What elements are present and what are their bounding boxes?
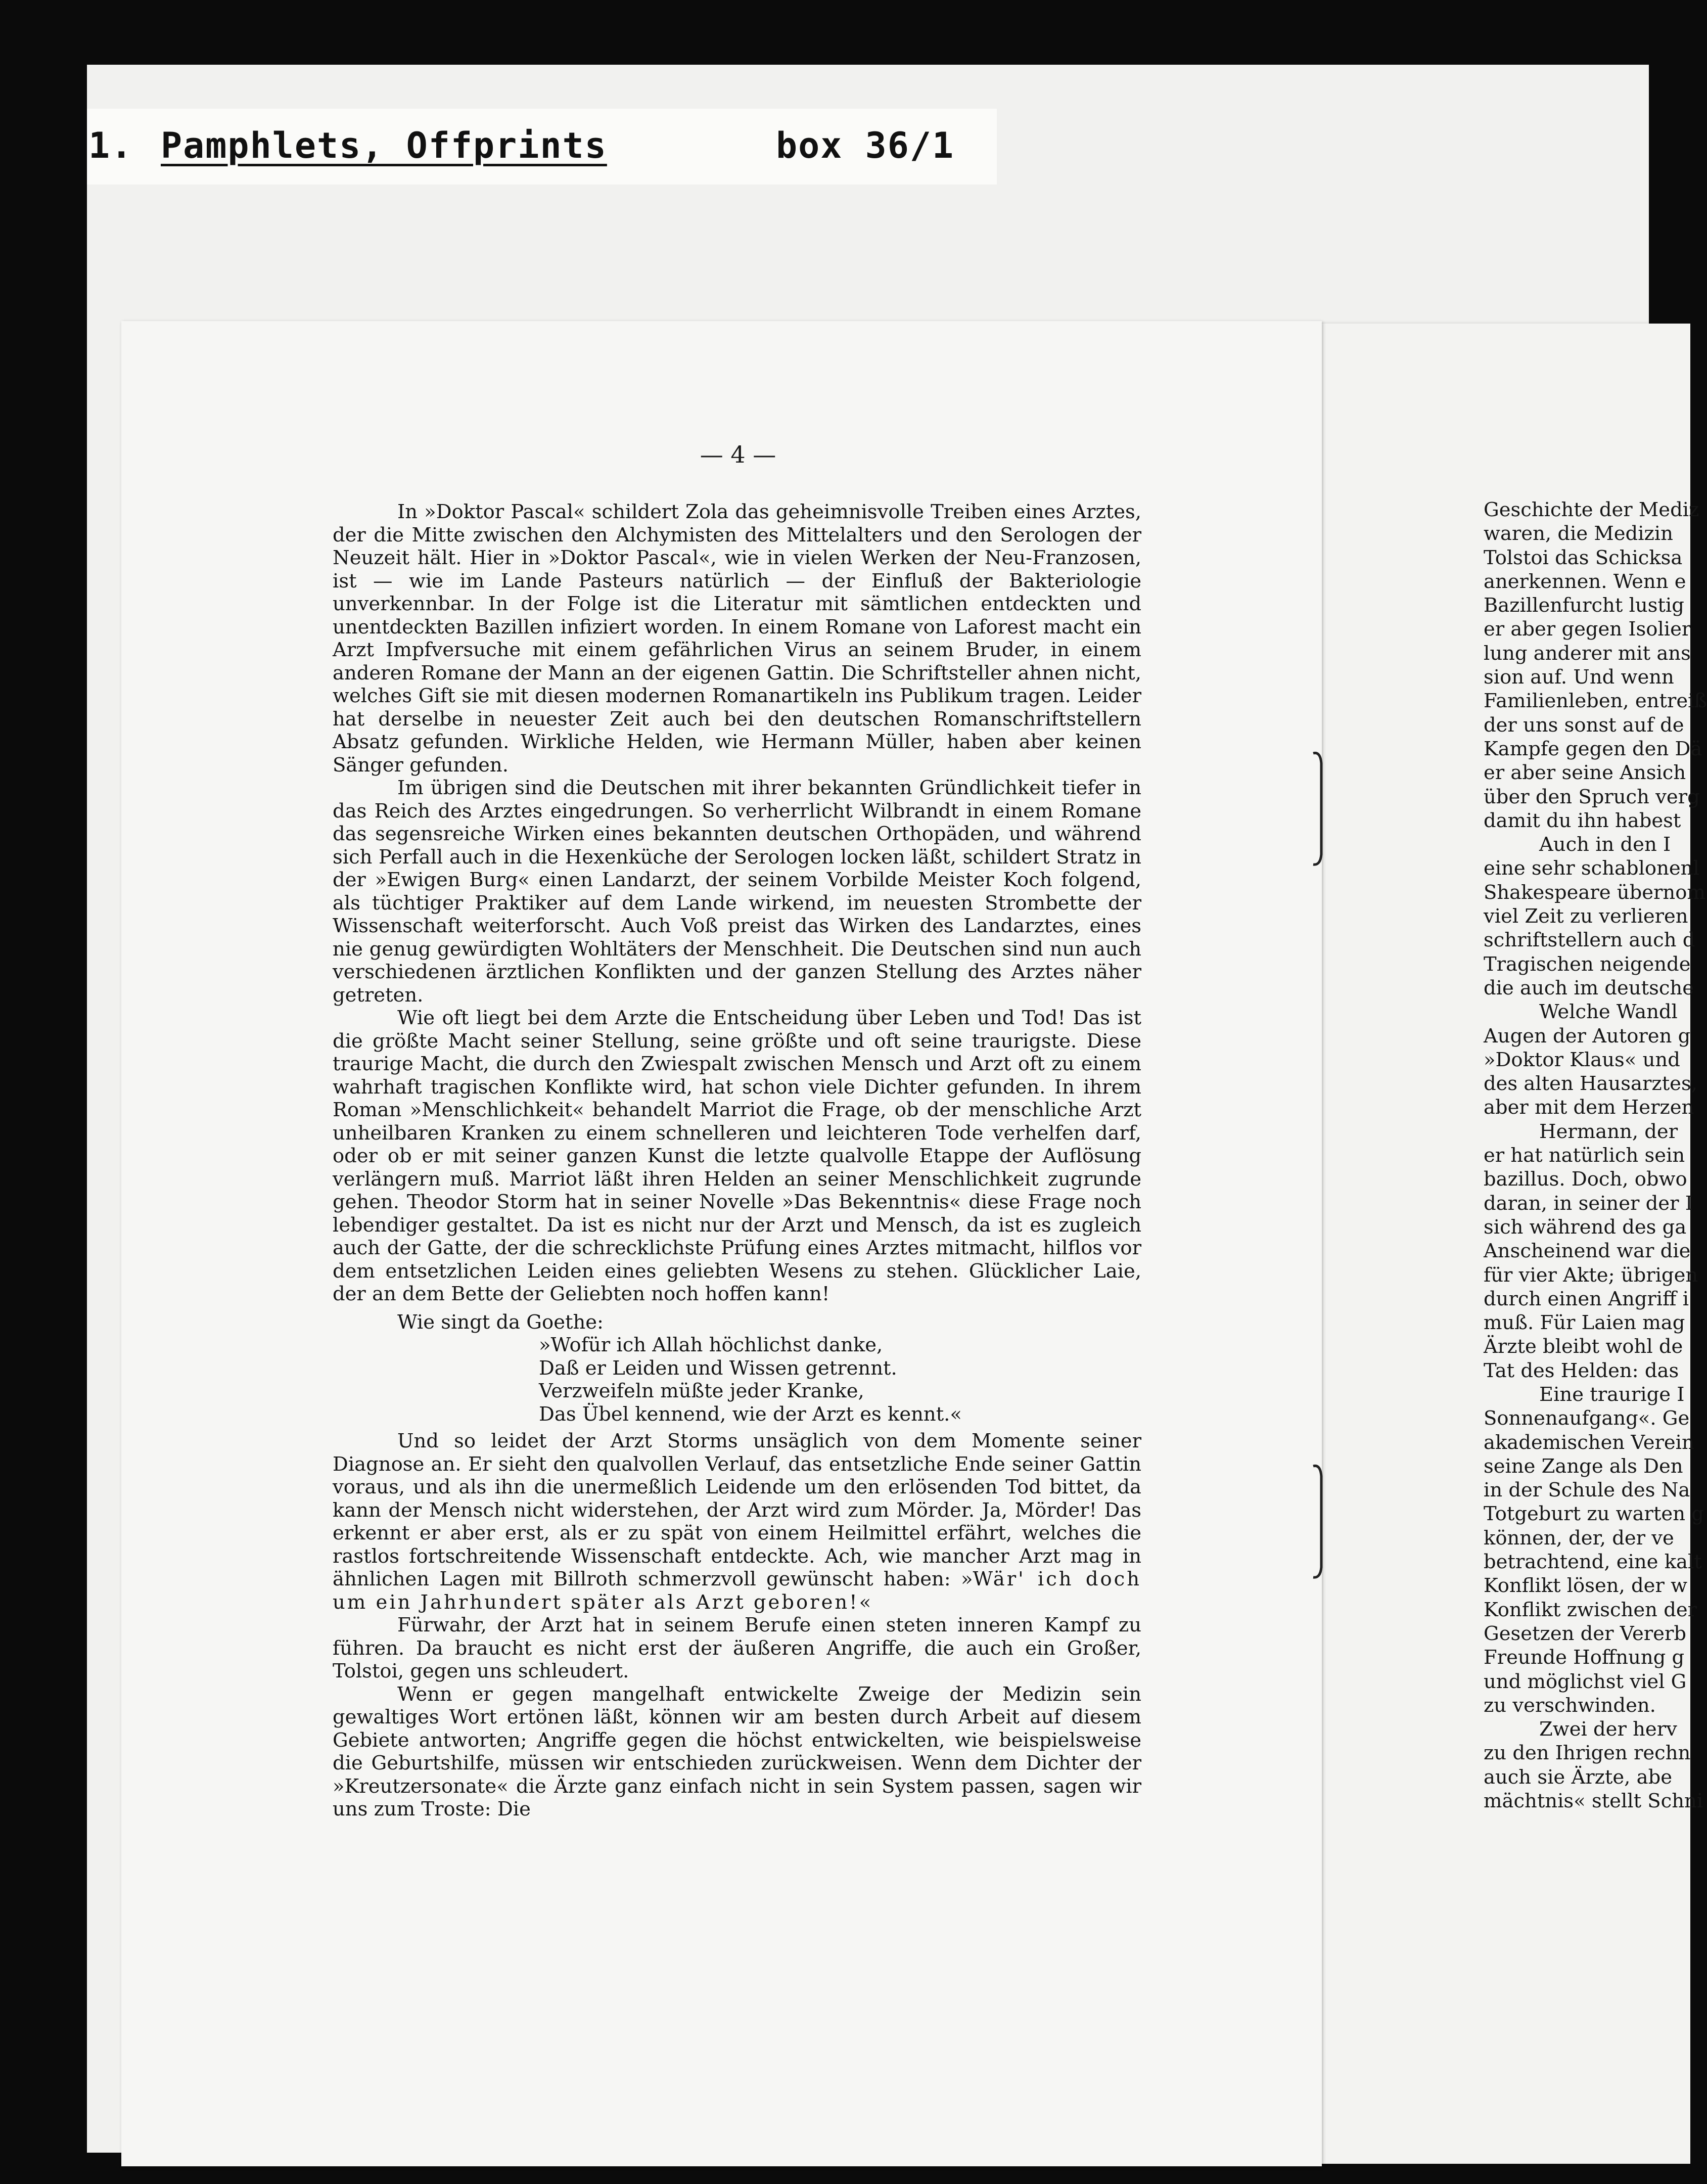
facing-page-line: Konflikt lösen, der w [1484,1574,1688,1598]
facing-page-text [1484,498,1707,1813]
facing-page-line: des alten Hausarztes, [1484,1072,1697,1096]
facing-page-line: der uns sonst auf de [1484,713,1684,737]
verse-line: Das Übel kennend, wie der Arzt es kennt.« [539,1402,962,1426]
facing-page-line: können, der, der ve [1484,1526,1674,1550]
facing-page-line: für vier Akte; übrigen [1484,1263,1698,1287]
label-category: Pamphlets, Offprints [161,125,607,166]
facing-page-line: betrachtend, eine kalt [1484,1551,1702,1574]
facing-page-line: Tragischen neigende [1484,952,1691,976]
billroth-quote: Wär' ich doch um ein Jahrhundert später als Arzt geboren! [333,1568,1142,1614]
facing-page-line: bazillus. Doch, obwo [1484,1168,1687,1191]
paragraph-4 [333,1430,1141,1614]
paragraph-2: Im übrigen sind die Deutschen mit ihrer bekannten Gründlichkeit tiefer in das Reich des Arztes eingedrungen. So verherrlicht Wilbrandt in einem Romane das segensreiche Wirken eines bekannten deutschen Orthopäden, und während sich Perfall auch in die Hexenküche der Serologen locken läßt, schildert Stratz in der »Ewigen Burg« einen Landarzt, der seinem Vorbilde Meister Koch folgend, als tüchtiger Praktiker auf dem Lande wirkend, im neuesten Strombette der Wissenschaft weiterforscht. Auch Voß preist das Wirken des Landarztes, eines nie genug gewürdigten Wohltäters der Menschheit. Die Deutschen sind nun auch verschiedenen ärztlichen Konflikten und der ganzen Stellung des Arztes näher getreten. [333,777,1141,1007]
facing-page-line: Gesetzen der Vererb [1484,1622,1687,1645]
facing-page-line: Ärzte bleibt wohl de [1484,1335,1683,1358]
body-text [333,500,1141,1821]
paragraph-4-text: Und so leidet der Arzt Storms unsäglich von dem Momente seiner Diagnose an. Er sieht den qualvollen Verlauf, das entsetzliche Ende seiner Gattin voraus, und als ihn die unermeßlich Leidende um den erlösenden Tod bittet, da kann der Mensch nicht widerstehen, der Arzt wird zum Mörder. Ja, Mörder! Das erkennt er aber erst, als er zu spät von einem Heilmittel erfährt, welches die rastlos fortschreitende Wissenschaft entdeckte. Ach, wie mancher Arzt mag in ähnlichen Lagen mit Billroth schmerzvoll gewünscht haben: » [333,1430,1141,1590]
paragraph-1: In »Doktor Pascal« schildert Zola das geheimnisvolle Treiben eines Arztes, der die Mitte zwischen den Alchymisten des Mittelalters und den Serologen der Neuzeit hält. Hier in »Doktor Pascal«, wie in vielen Werken der Neu-Franzosen, ist — wie im Lande Pasteurs natürlich — der Einfluß der Bakteriologie unverkennbar. In der Folge ist die Literatur mit sämtlichen entdeckten und unentdeckten Bazillen infiziert worden. In einem Romane von Laforest macht ein Arzt Impfversuche mit einem gefährlichen Virus an seinem Bruder, in einem anderen Romane der Mann an der eigenen Gattin. Die Schriftsteller ahnen nicht, welches Gift sie mit diesen modernen Romanartikeln ins Publikum tragen. Leider hat derselbe in neuester Zeit auch bei den deutschen Romanschriftstellern Absatz gefunden. Wirkliche Helden, wie Hermann Müller, haben aber keinen Sänger gefunden. [333,500,1141,777]
facing-page-line: Anscheinend war die [1484,1240,1691,1263]
facing-page-line: zu den Ihrigen rechn [1484,1742,1691,1765]
facing-page-line: Tolstoi das Schicksa [1484,546,1683,569]
facing-page-line: er hat natürlich sein [1484,1144,1685,1167]
facing-page-line: Totgeburt zu warten g [1484,1503,1704,1526]
facing-page-line: anerkennen. Wenn e [1484,570,1686,593]
facing-page-line: eine sehr schablonenl [1484,857,1699,880]
facing-page-line: lung anderer mit ans [1484,642,1691,665]
verse-line: Verzweifeln müßte jeder Kranke, [539,1380,864,1402]
facing-page-line: Geschichte der Mediz [1484,498,1699,521]
facing-page-line: Tat des Helden: das [1484,1359,1679,1382]
quote-intro: Wie singt da Goethe: [397,1310,604,1334]
facing-page-line: mächtnis« stellt Schni [1484,1790,1703,1813]
facing-page-line: auch sie Ärzte, abe [1484,1765,1673,1789]
facing-page-line: muß. Für Laien mag [1484,1311,1685,1335]
facing-page-line: sich während des ga [1484,1215,1687,1239]
facing-page-line: schriftstellern auch d [1484,929,1695,952]
facing-page-line: Auch in den I [1539,833,1671,856]
verse-line: Daß er Leiden und Wissen getrennt. [539,1356,897,1380]
facing-page-line: Eine traurige I [1539,1383,1685,1406]
facing-page-line: akademischen Verein [1484,1431,1694,1454]
goethe-verse [539,1334,1141,1426]
facing-page-line: Sonnenaufgang«. Ge [1484,1407,1690,1430]
facing-page-line: damit du ihn habest [1484,809,1681,832]
facing-page-line: in der Schule des Na [1484,1479,1690,1502]
facing-page-line: über den Spruch verg [1484,785,1700,808]
page-number: — 4 — [700,441,776,468]
facing-page-line: Konflikt zwischen der [1484,1598,1697,1621]
quote-close: « [859,1590,871,1614]
label-box-number: box 36/1 [776,125,955,166]
facing-page-line: Shakespeare übernom [1484,881,1705,904]
paragraph-3: Wie oft liegt bei dem Arzte die Entscheidung über Leben und Tod! Das ist die größte Macht seiner Stellung, seine größte und oft seine traurigste. Diese traurige Macht, die durch den Zwiespalt zwischen Mensch und Arzt oft zu einem wahrhaft tragischen Konflikte wird, hat schon viele Dichter gefunden. In ihrem Roman »Menschlichkeit« behandelt Marriot die Frage, ob der menschliche Arzt unheilbaren Kranken zu einem schnelleren und leichteren Tode verhelfen darf, oder ob er mit seiner ganzen Kunst die letzte qualvolle Etappe der Auflösung verlängern muß. Marriot läßt ihren Helden an seiner Menschlichkeit zugrunde gehen. Theodor Storm hat in seiner Novelle »Das Bekenntnis« diese Frage noch lebendiger gestaltet. Da ist es nicht nur der Arzt und Mensch, da ist es zugleich auch der Gatte, der die schrecklichste Prüfung eines Arztes mitmacht, hilflos vor dem entsetzlichen Leiden eines geliebten Wesens zu stehen. Glücklicher Laie, der an dem Bette der Geliebten noch hoffen kann! [333,1007,1141,1305]
facing-page-line: Welche Wandl [1539,1000,1678,1024]
label-number: 1. [88,125,133,166]
verse-line: »Wofür ich Allah höchlichst danke, [539,1334,883,1356]
staple-bottom-icon [1309,1461,1329,1582]
facing-page-line: zu verschwinden. [1484,1694,1656,1717]
staple-top-icon [1309,748,1329,870]
facing-page-line: sion auf. Und wenn [1484,666,1674,689]
facing-page-line: Kampfe gegen den Dä [1484,737,1702,760]
facing-page-line: daran, in seiner der I [1484,1192,1693,1215]
facing-page-line: und möglichst viel G [1484,1670,1687,1693]
facing-page-line: Zwei der herv [1539,1718,1677,1741]
facing-page-line: er aber seine Ansich [1484,761,1686,785]
facing-page-line: er aber gegen Isolier [1484,618,1691,641]
paragraph-5: Fürwahr, der Arzt hat in seinem Berufe einen steten inneren Kampf zu führen. Da braucht es nicht erst der äußeren Angriffe, die auch ein Großer, Tolstoi, gegen uns schleudert. [333,1614,1141,1682]
facing-page-line: aber mit dem Herzen [1484,1096,1694,1119]
facing-page-line: Hermann, der [1539,1120,1678,1143]
facing-page-line: Familienleben, entreiß [1484,690,1707,713]
facing-page-line: Bazillenfurcht lustig [1484,594,1684,617]
facing-page-line: durch einen Angriff i [1484,1287,1689,1310]
facing-page-line: Augen der Autoren g [1484,1024,1691,1048]
facing-page-line: Freunde Hoffnung g [1484,1646,1685,1669]
facing-page-line: »Doktor Klaus« und [1484,1048,1680,1071]
facing-page-line: seine Zange als Den [1484,1454,1683,1478]
paragraph-6: Wenn er gegen mangelhaft entwickelte Zweige der Medizin sein gewaltiges Wort ertönen läßt, können wir am besten durch Arbeit auf diesem Gebiete antworten; Angriffe gegen die höchst entwickelten, wie beispielsweise die Geburtshilfe, müssen wir entschieden zurückweisen. Wenn dem Dichter der »Kreutzersonate« die Ärzte ganz einfach nicht in sein System passen, sagen wir uns zum Troste: Die [333,1682,1141,1821]
facing-page-line: viel Zeit zu verlieren [1484,905,1688,928]
facing-page-line: waren, die Medizin [1484,522,1673,545]
facing-page-line: die auch im deutsche [1484,976,1694,999]
